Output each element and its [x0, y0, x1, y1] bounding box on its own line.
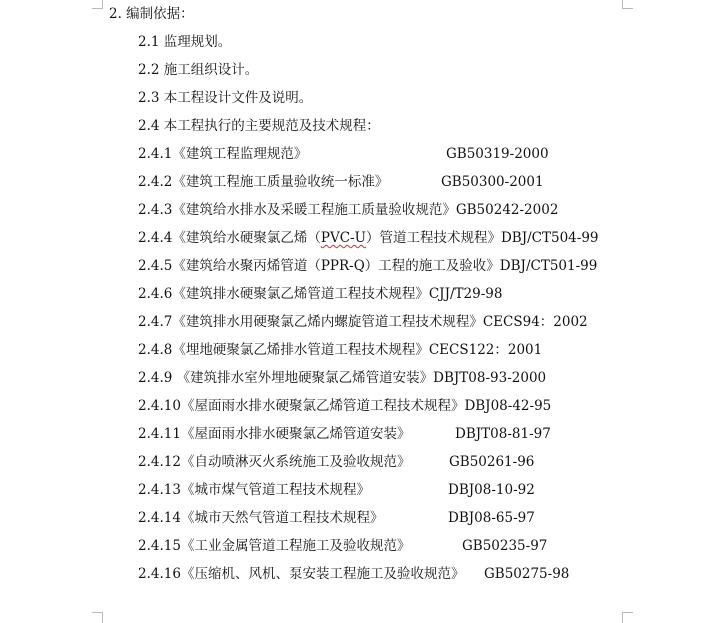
standard-code: DBJ08-65-97 — [448, 510, 535, 526]
spellcheck-marked-text: PVC-U — [320, 230, 366, 246]
list-item: 2.4.9 《建筑排水室外埋地硬聚氯乙烯管道安装》DBJT08-93-2000 — [138, 370, 547, 386]
subsection-2-3: 2.3 本工程设计文件及说明。 — [138, 90, 313, 106]
list-item: 2.4.7《建筑排水用硬聚氯乙烯内螺旋管道工程技术规程》CECS94：2002 — [138, 314, 588, 330]
item-text-after: ）管道工程技术规程》DBJ/CT504-99 — [365, 230, 599, 246]
item-text-before: 2.4.4《建筑给水硬聚氯乙烯（ — [138, 230, 321, 246]
standard-code: DBJT08-81-97 — [455, 426, 551, 442]
standard-code: GB50275-98 — [484, 566, 570, 582]
list-item: 2.4.15《工业金属管道工程施工及验收规范》 — [138, 538, 411, 554]
list-item: 2.4.13《城市煤气管道工程技术规程》 — [138, 482, 370, 498]
page-corner-mark — [92, 0, 103, 9]
standard-code: GB50235-97 — [462, 538, 548, 554]
standard-code: GB50319-2000 — [446, 146, 549, 162]
list-item: 2.4.16《压缩机、风机、泵安装工程施工及验收规范》 — [138, 566, 465, 582]
page-corner-mark — [622, 0, 633, 9]
subsection-2-4: 2.4 本工程执行的主要规范及技术规程： — [138, 118, 380, 134]
list-item — [138, 230, 599, 246]
list-item: 2.4.2《建筑工程施工质量验收统一标准》 — [138, 174, 389, 190]
list-item: 2.4.3《建筑给水排水及采暖工程施工质量验收规范》GB50242-2002 — [138, 202, 559, 218]
list-item: 2.4.10《屋面雨水排水硬聚氯乙烯管道工程技术规程》DBJ08-42-95 — [138, 398, 552, 414]
list-item: 2.4.8《埋地硬聚氯乙烯排水管道工程技术规程》CECS122：2001 — [138, 342, 543, 358]
subsection-2-2: 2.2 施工组织设计。 — [138, 62, 259, 78]
standard-code: GB50300-2001 — [441, 174, 544, 190]
standard-code: GB50261-96 — [449, 454, 535, 470]
section-heading: 2. 编制依据： — [109, 6, 194, 22]
subsection-2-1: 2.1 监理规划。 — [138, 34, 232, 50]
page-corner-mark — [622, 612, 633, 623]
list-item: 2.4.5《建筑给水聚丙烯管道（PPR-Q）工程的施工及验收》DBJ/CT501-99 — [138, 258, 598, 274]
list-item: 2.4.1《建筑工程监理规范》 — [138, 146, 308, 162]
list-item: 2.4.14《城市天然气管道工程技术规程》 — [138, 510, 384, 526]
list-item: 2.4.11《屋面雨水排水硬聚氯乙烯管道安装》 — [138, 426, 411, 442]
page-corner-mark — [92, 612, 103, 623]
list-item: 2.4.12《自动喷淋灭火系统施工及验收规范》 — [138, 454, 411, 470]
list-item: 2.4.6《建筑排水硬聚氯乙烯管道工程技术规程》CJJ/T29-98 — [138, 286, 503, 302]
standard-code: DBJ08-10-92 — [448, 482, 535, 498]
